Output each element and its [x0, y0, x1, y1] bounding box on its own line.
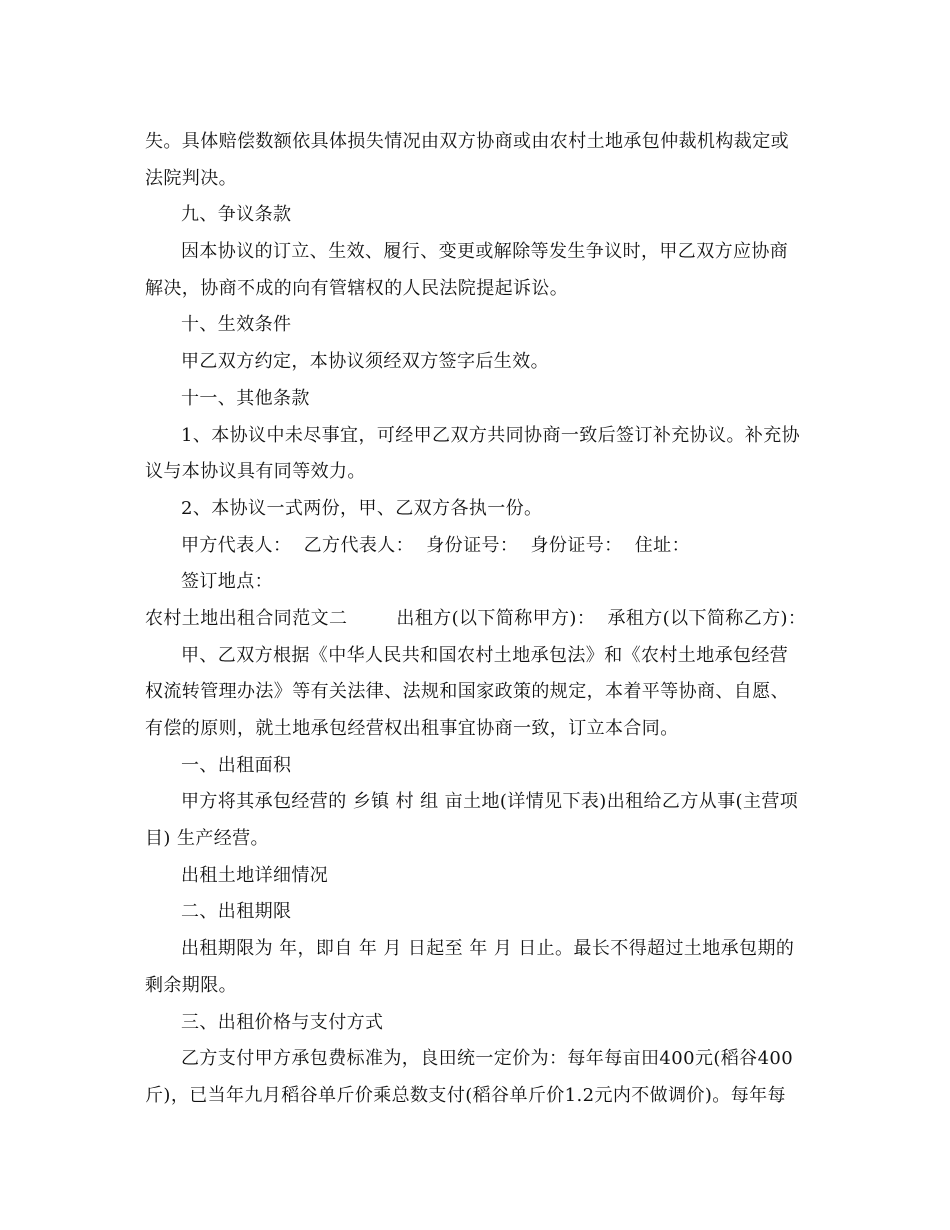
section-heading-area: 一、出租面积: [181, 754, 292, 776]
text-line: 甲方将其承包经营的 乡镇 村 组 亩土地(详情见下表)出租给乙方从事(主营项: [181, 791, 799, 813]
signature-fields: 甲方代表人： 乙方代表人： 身份证号： 身份证号： 住址：: [181, 534, 690, 556]
text-line: 1、本协议中未尽事宜，可经甲乙双方共同协商一致后签订补充协议。补充协: [181, 424, 801, 446]
text-line: 2、本协议一式两份，甲、乙双方各执一份。: [181, 497, 543, 519]
section-heading-dispute: 九、争议条款: [181, 204, 292, 226]
text-line: 甲、乙双方根据《中华人民共和国农村土地承包法》和《农村土地承包经营: [181, 644, 789, 666]
text-line: 出租期限为 年，即自 年 月 日起至 年 月 日止。最长不得超过土地承包期的: [181, 938, 795, 960]
text-line: 法院判决。: [145, 167, 237, 189]
section-heading-price: 三、出租价格与支付方式: [181, 1011, 384, 1033]
contract-title-line: 农村土地出租合同范文二 出租方(以下简称甲方)： 承租方(以下简称乙方)：: [145, 607, 807, 629]
text-line: 目) 生产经营。: [145, 828, 269, 850]
text-line: 乙方支付甲方承包费标准为，良田统一定价为：每年每亩田400元(稻谷400: [181, 1048, 794, 1070]
text-line: 解决，协商不成的向有管辖权的人民法院提起诉讼。: [145, 277, 569, 299]
text-line: 议与本协议具有同等效力。: [145, 461, 366, 483]
text-line: 失。具体赔偿数额依具体损失情况由双方协商或由农村土地承包仲裁机构裁定或: [145, 131, 789, 152]
section-heading-effective: 十、生效条件: [181, 314, 292, 336]
text-line: 权流转管理办法》等有关法律、法规和国家政策的规定，本着平等协商、自愿、: [145, 681, 789, 703]
document-body: [145, 124, 810, 1115]
text-line: 因本协议的订立、生效、履行、变更或解除等发生争议时，甲乙双方应协商: [181, 241, 789, 263]
text-line: 剩余期限。: [145, 974, 237, 996]
text-line: 甲乙双方约定，本协议须经双方签字后生效。: [181, 351, 549, 373]
section-heading-other: 十一、其他条款: [181, 387, 310, 409]
text-line: 出租土地详细情况: [181, 864, 329, 886]
text-line: 有偿的原则，就土地承包经营权出租事宜协商一致，订立本合同。: [145, 718, 679, 739]
section-heading-term: 二、出租期限: [181, 901, 292, 923]
signing-place: 签订地点：: [181, 571, 273, 593]
text-line: 斤)，已当年九月稻谷单斤价乘总数支付(稻谷单斤价1.2元内不做调价)。每年每: [145, 1084, 786, 1106]
